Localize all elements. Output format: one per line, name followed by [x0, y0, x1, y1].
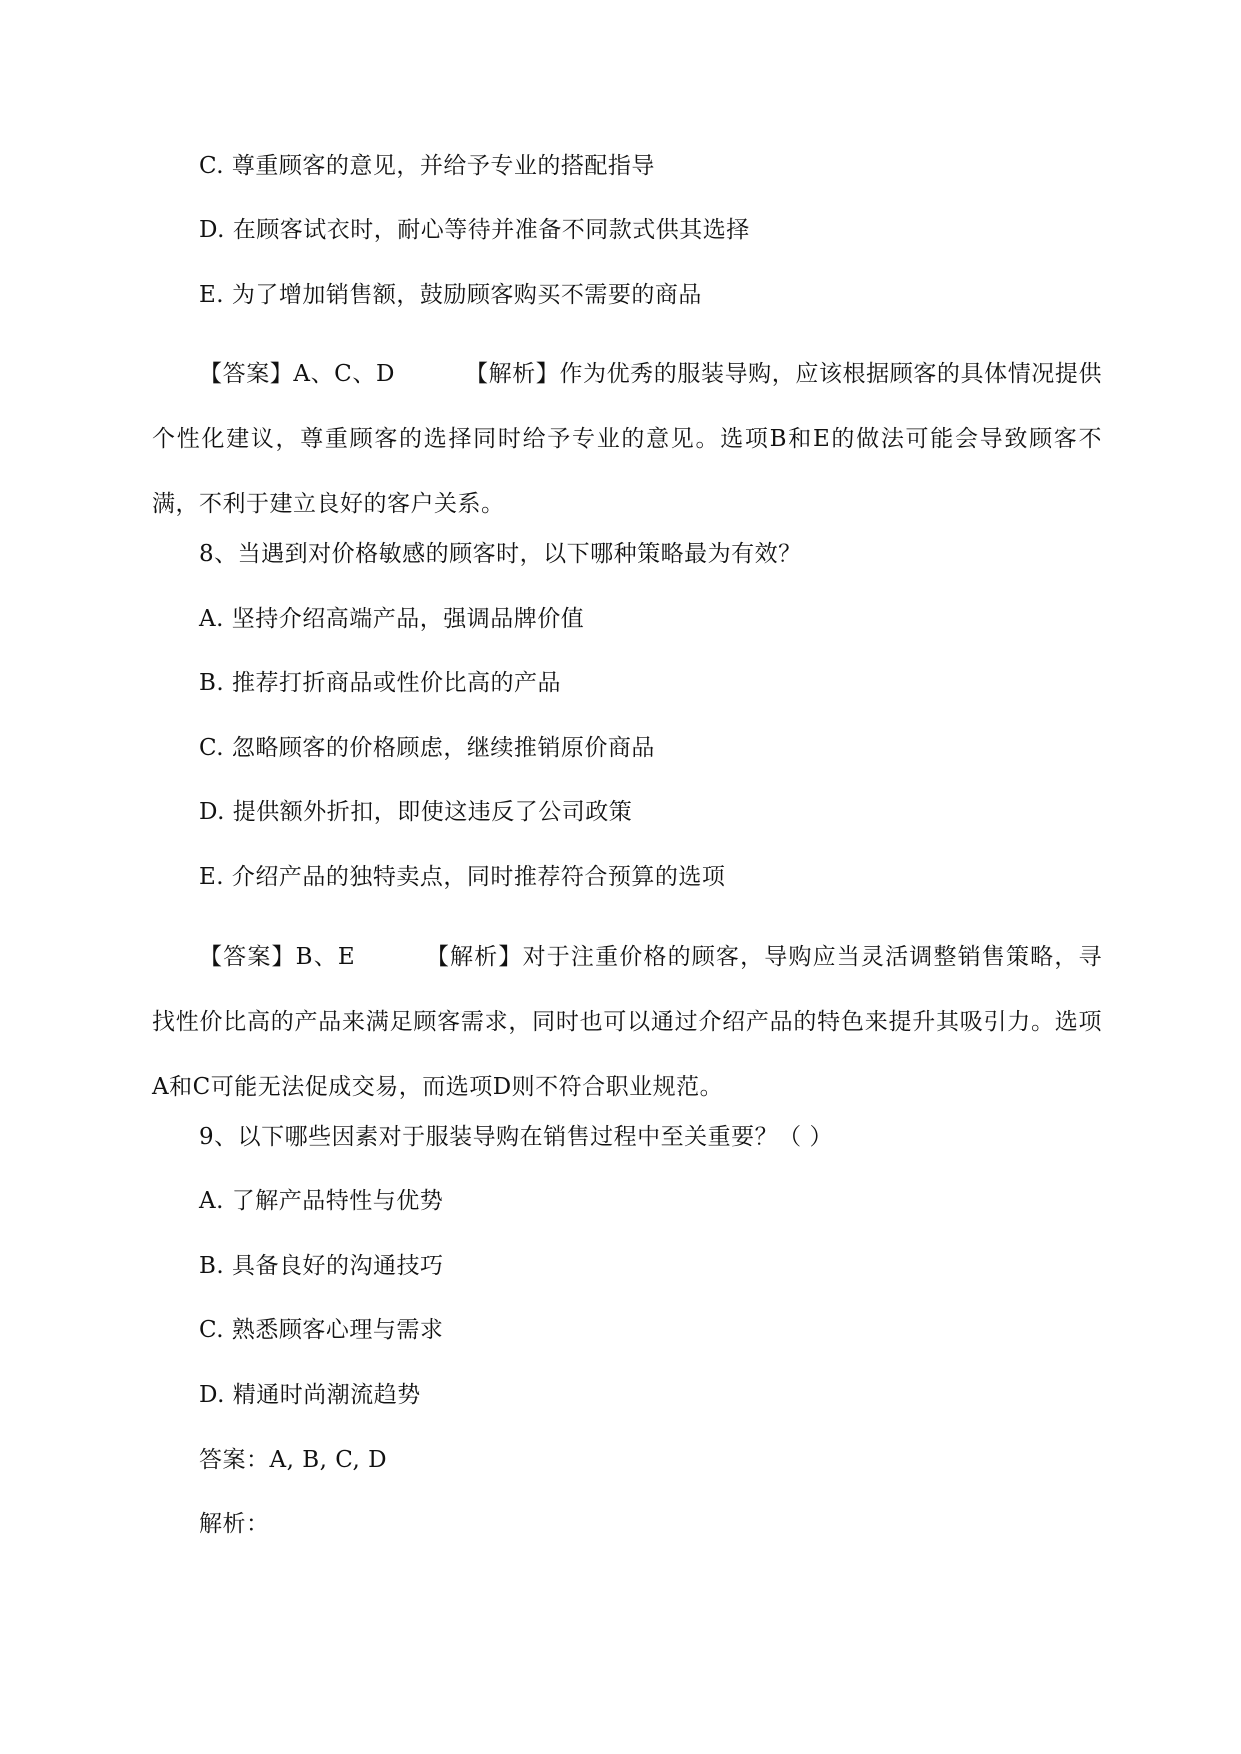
q8-analysis: 【解析】对于注重价格的顾客，导购应当灵活调整销售策略，寻找性价比高的产品来满足顾客需求，同时也可以通过介绍产品的特色来提升其吸引力。选项A和C可能无法促成交易，而选项D则不符合职业规范。: [152, 944, 1102, 1100]
q8-option-c: C. 忽略顾客的价格顾虑，继续推销原价商品: [199, 735, 655, 761]
q9-analysis: 解析：: [199, 1511, 270, 1537]
q7-answer-analysis: [152, 342, 1102, 537]
q8-answer-analysis: [152, 925, 1102, 1120]
q8-option-e: E. 介绍产品的独特卖点，同时推荐符合预算的选项: [199, 864, 726, 890]
q9-option-b: B. 具备良好的沟通技巧: [199, 1253, 444, 1279]
q7-answer: 【答案】A、C、D: [199, 361, 395, 387]
q8-option-d: D. 提供额外折扣，即使这违反了公司政策: [199, 799, 633, 825]
q9-answer: 答案：A, B, C, D: [199, 1447, 388, 1473]
q8-answer: 【答案】B、E: [199, 944, 356, 970]
q8-question: 8、当遇到对价格敏感的顾客时，以下哪种策略最为有效？: [199, 541, 802, 567]
q7-option-c: C. 尊重顾客的意见，并给予专业的搭配指导: [199, 153, 655, 179]
q7-option-d: D. 在顾客试衣时，耐心等待并准备不同款式供其选择: [199, 217, 750, 243]
q8-option-b: B. 推荐打折商品或性价比高的产品: [199, 670, 562, 696]
q9-option-d: D. 精通时尚潮流趋势: [199, 1382, 421, 1408]
q9-option-c: C. 熟悉顾客心理与需求: [199, 1317, 444, 1343]
q9-option-a: A. 了解产品特性与优势: [199, 1188, 444, 1214]
q7-option-e: E. 为了增加销售额，鼓励顾客购买不需要的商品: [199, 282, 702, 308]
q9-question: 9、以下哪些因素对于服装导购在销售过程中至关重要？（ ）: [199, 1124, 833, 1150]
q8-option-a: A. 坚持介绍高端产品，强调品牌价值: [199, 606, 585, 632]
q7-analysis: 【解析】作为优秀的服装导购，应该根据顾客的具体情况提供个性化建议，尊重顾客的选择同时给予专业的意见。选项B和E的做法可能会导致顾客不满，不利于建立良好的客户关系。: [152, 361, 1103, 517]
